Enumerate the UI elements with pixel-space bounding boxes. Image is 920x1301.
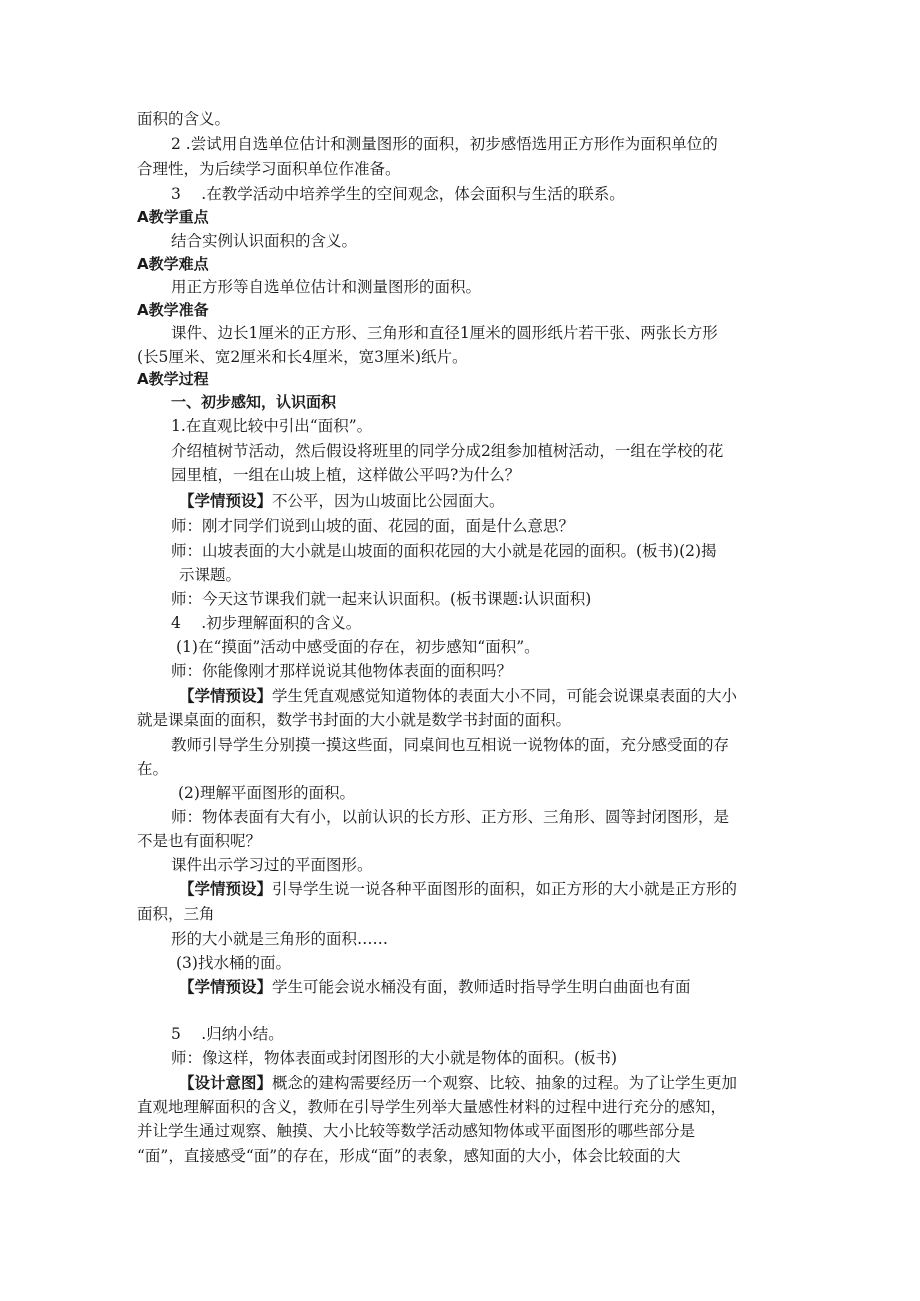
preset-text: 学生可能会说水桶没有面，教师适时指导学生明白曲面也有面 [272,978,691,996]
text-line: 师：像这样，物体表面或封闭图形的大小就是物体的面积。(板书) [171,1049,618,1067]
design-intent-paragraph [179,1072,737,1094]
heading-preparation: A教学准备 [137,301,209,319]
text-line: 并让学生通过观察、触摸、大小比较等数学活动感知物体或平面图形的哪些部分是 [137,1122,696,1140]
text-line: 面积的含义。 [137,110,231,128]
text-line: (长5厘米、宽2厘米和长4厘米，宽3厘米)纸片。 [137,348,468,366]
text-line: 就是课桌面的面积，数学书封面的大小就是数学书封面的面积。 [137,711,572,729]
preset-paragraph [179,878,737,900]
text-line: 在。 [137,760,169,778]
text-line: 教师引导学生分别摸一摸这些面，同桌间也互相说一说物体的面，充分感受面的存 [171,736,730,754]
text-line: 合理性，为后续学习面积单位作准备。 [137,160,401,178]
text-line: 形的大小就是三角形的面积…… [171,930,389,948]
preset-text: 学生凭直观感觉知道物体的表面大小不同，可能会说课桌表面的大小 [272,687,738,705]
preset-paragraph [179,490,505,512]
text-line: (2)理解平面图形的面积。 [178,784,355,802]
preset-tag: 【学情预设】 [179,687,273,705]
preset-tag: 【学情预设】 [179,492,273,510]
section-title: 一、初步感知，认识面积 [171,393,337,411]
text-line: (3)找水桶的面。 [176,954,291,972]
text-line: 示课题。 [179,566,242,584]
objective-3: 3 .在教学活动中培养学生的空间观念，体会面积与生活的联系。 [171,185,625,203]
text-line: 园里植，一组在山坡上植，这样做公平吗?为什么？ [171,466,521,484]
text-line: 5 .归纳小结。 [171,1025,284,1043]
heading-difficulties: A教学难点 [137,255,209,273]
text-line: 不是也有面积呢？ [137,832,262,850]
text-line: 师：物体表面有大有小，以前认识的长方形、正方形、三角形、圆等封闭图形，是 [171,808,730,826]
text-line: 面积，三角 [137,905,215,923]
design-intent-tag: 【设计意图】 [179,1074,273,1092]
heading-key-points: A教学重点 [137,208,209,226]
text-line: 师：刚才同学们说到山坡的面、花园的面，面是什么意思？ [171,517,575,535]
heading-process: A教学过程 [137,370,209,388]
text-line: 1.在直观比较中引出“面积”。 [171,417,373,435]
preset-text: 不公平，因为山坡面比公园面大。 [272,492,505,510]
text-line: 直观地理解面积的含义，教师在引导学生列举大量感性材料的过程中进行充分的感知， [137,1098,727,1116]
text-line: (1)在“摸面”活动中感受面的存在，初步感知“面积”。 [176,638,540,656]
text-line: 师：你能像刚才那样说说其他物体表面的面积吗？ [171,662,513,680]
text-line: 师：今天这节课我们就一起来认识面积。(板书课题:认识面积) [171,590,592,608]
objective-2: 2 .尝试用自选单位估计和测量图形的面积，初步感悟选用正方形作为面积单位的 [171,135,718,153]
preset-paragraph [179,976,691,998]
text-line: 师：山坡表面的大小就是山坡面的面积花园的大小就是花园的面积。(板书)(2)揭 [171,542,717,560]
text-line: 用正方形等自选单位估计和测量图形的面积。 [171,278,482,296]
design-intent-text: 概念的建构需要经历一个观察、比较、抽象的过程。为了让学生更加 [272,1074,738,1092]
preset-tag: 【学情预设】 [179,978,273,996]
text-line: 课件、边长1厘米的正方形、三角形和直径1厘米的圆形纸片若干张、两张长方形 [171,324,718,342]
text-line: “面”，直接感受“面”的存在，形成“面”的表象，感知面的大小，体会比较面的大 [137,1147,681,1165]
preset-paragraph [179,685,737,707]
text-line: 介绍植树节活动，然后假设将班里的同学分成2组参加植树活动，一组在学校的花 [171,442,724,460]
text-line: 4 .初步理解面积的含义。 [171,614,362,632]
preset-tag: 【学情预设】 [179,880,273,898]
text-line: 结合实例认识面积的含义。 [171,232,358,250]
text-line: 课件出示学习过的平面图形。 [171,856,373,874]
preset-text: 引导学生说一说各种平面图形的面积，如正方形的大小就是正方形的 [272,880,738,898]
